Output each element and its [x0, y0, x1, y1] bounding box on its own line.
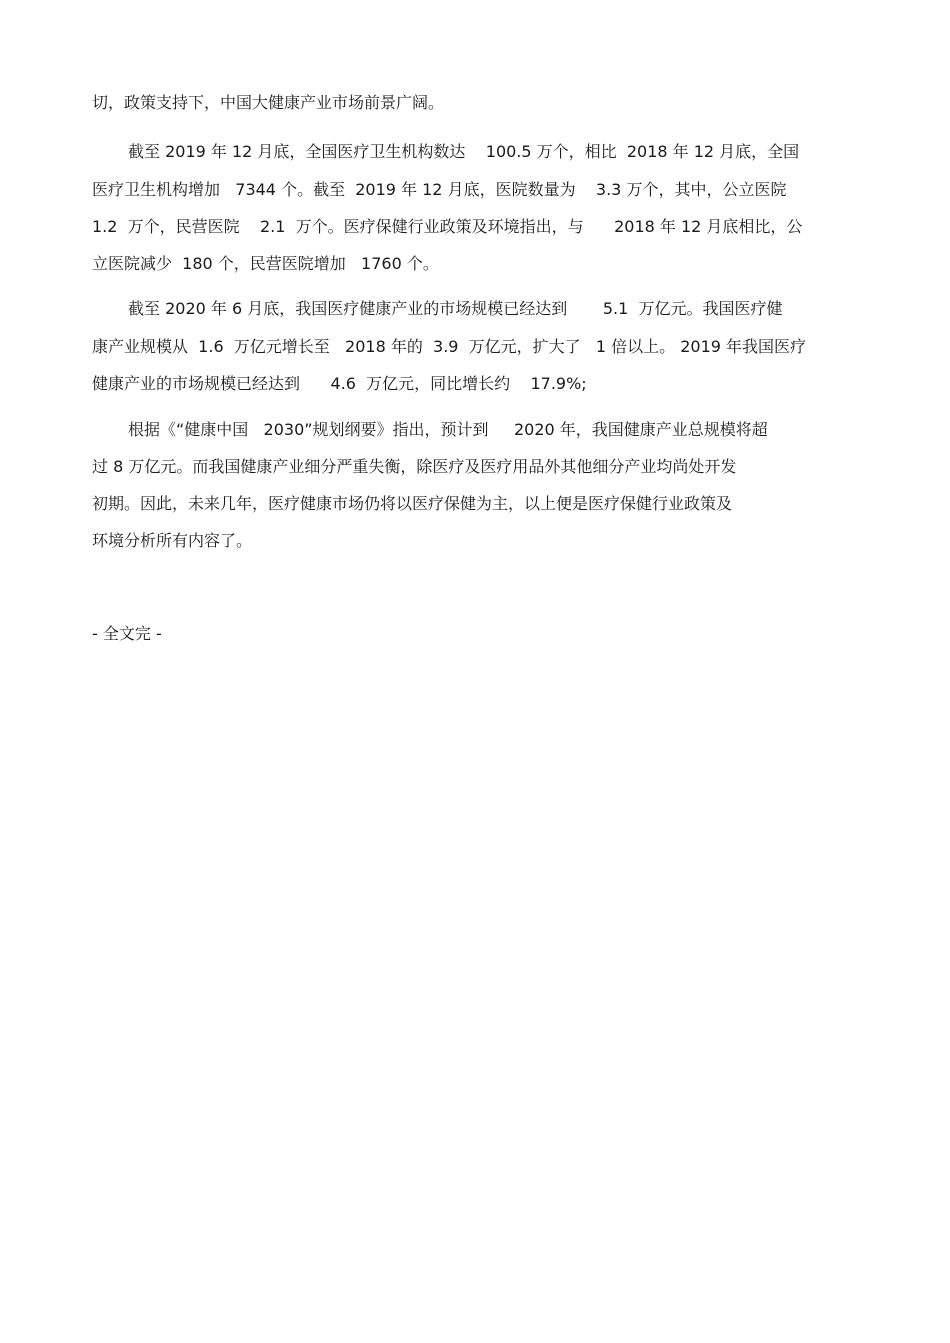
paragraph-line: 截至 2019 年 12 月底，全国医疗卫生机构数达 100.5 万个，相比 2018 年 12 月底，全国 — [128, 142, 800, 161]
paragraph-line: 环境分析所有内容了。 — [92, 531, 253, 550]
paragraph-line: 健康产业的市场规模已经达到 4.6 万亿元，同比增长约 17.9%; — [92, 374, 587, 393]
paragraph-line: 初期。因此，未来几年，医疗健康市场仍将以医疗保健为主，以上便是医疗保健行业政策及 — [92, 494, 733, 513]
paragraph-line: 1.2 万个，民营医院 2.1 万个。医疗保健行业政策及环境指出，与 2018 年 12 月底相比，公 — [92, 217, 803, 236]
paragraph-line: 截至 2020 年 6 月底，我国医疗健康产业的市场规模已经达到 5.1 万亿元。我国医疗健 — [128, 299, 783, 318]
paragraph-line: 过 8 万亿元。而我国健康产业细分严重失衡，除医疗及医疗用品外其他细分产业均尚处开发 — [92, 457, 737, 476]
paragraph-line: 根据《“健康中国 2030”规划纲要》指出，预计到 2020 年，我国健康产业总规模将超 — [128, 420, 768, 439]
paragraph-line: 医疗卫生机构增加 7344 个。截至 2019 年 12 月底，医院数量为 3.3 万个，其中，公立医院 — [92, 180, 787, 199]
end-of-document-mark: - 全文完 - — [92, 624, 162, 643]
paragraph-line: 切，政策支持下，中国大健康产业市场前景广阔。 — [92, 93, 445, 112]
paragraph-line: 康产业规模从 1.6 万亿元增长至 2018 年的 3.9 万亿元，扩大了 1 倍以上。 2019 年我国医疗 — [92, 337, 807, 356]
paragraph-line: 立医院减少 180 个，民营医院增加 1760 个。 — [92, 254, 439, 273]
